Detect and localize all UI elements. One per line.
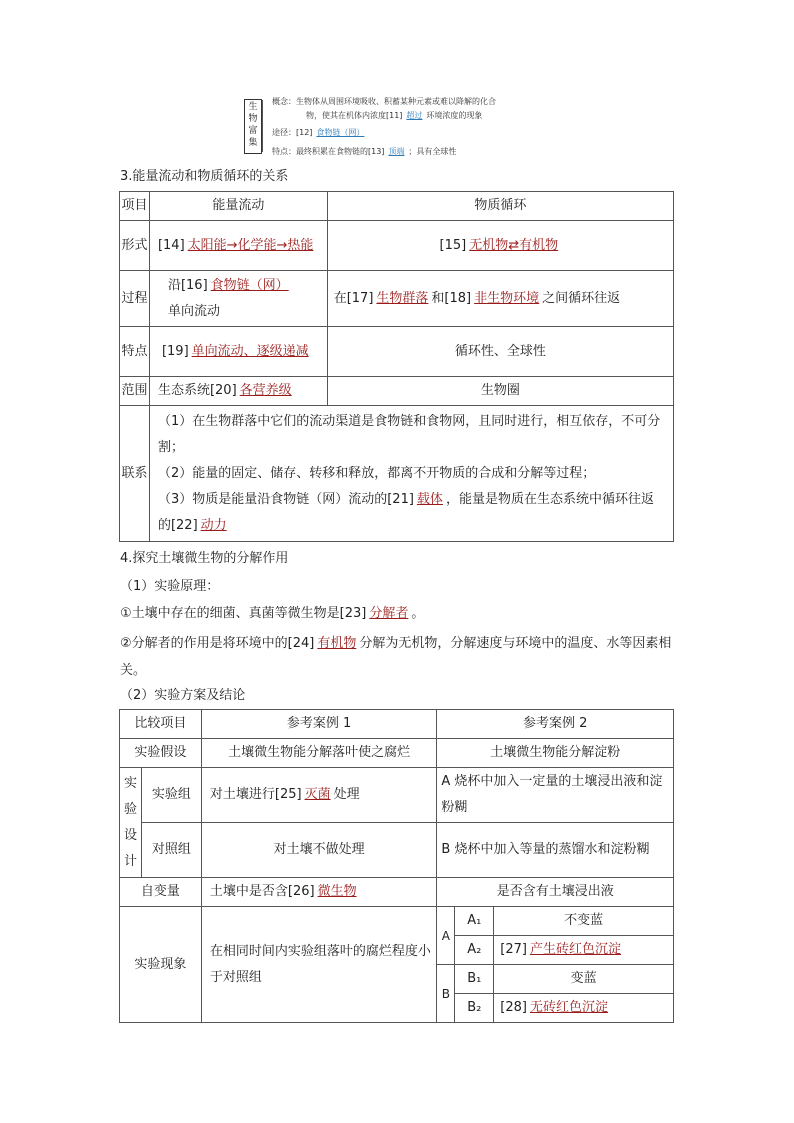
feature-line: 特点：最终积累在食物链的[13] 顶端 ；具有全球性 — [272, 147, 457, 156]
col-energy: 能量流动 — [149, 192, 327, 221]
link-content — [149, 406, 673, 542]
section4-heading: 4.探究土壤微生物的分解作用 — [120, 551, 289, 566]
design-label: 实验设计 — [120, 768, 142, 878]
b1-result: 变蓝 — [494, 965, 674, 994]
scope-energy: 生态系统[20] 各营养级 — [149, 377, 327, 406]
b2: B₂ — [455, 994, 494, 1023]
col-item: 项目 — [120, 192, 150, 221]
phenomenon-label: 实验现象 — [120, 907, 202, 1023]
process-energy: 沿[16] 食物链（网） 单向流动 — [149, 271, 327, 327]
hypothesis-1: 土壤微生物能分解落叶使之腐烂 — [201, 739, 437, 768]
link-2: （2）能量的固定、储存、转移和释放，都离不开物质的合成和分解等过程； — [157, 465, 596, 481]
concept-line-1: 概念：生物体从周围环境吸收、积蓄某种元素或难以降解的化合 — [272, 97, 496, 106]
principle-1: ①土壤中存在的细菌、真菌等微生物是[23] 分解者 。 — [120, 606, 425, 621]
ctrl-group-2: B 烧杯中加入等量的蒸馏水和淀粉糊 — [437, 823, 674, 878]
a2-result: [27] 产生砖红色沉淀 — [494, 936, 674, 965]
variable-2: 是否含有土壤浸出液 — [437, 878, 674, 907]
process-matter: 在[17] 生物群落 和[18] 非生物环境 之间循环往返 — [327, 271, 673, 327]
feature-matter: 循环性、全球性 — [327, 327, 673, 377]
link-3: （3）物质是能量沿食物链（网）流动的[21] 载体 ，能量是物质在生态系统中循环往返的[22] 动力 — [157, 491, 654, 533]
exp-group-label: 实验组 — [141, 768, 201, 823]
feature-energy: [19] 单向流动、逐级递减 — [149, 327, 327, 377]
hypothesis-label: 实验假设 — [120, 739, 202, 768]
ctrl-group-label: 对照组 — [141, 823, 201, 878]
a1: A₁ — [455, 907, 494, 936]
row-link: 联系 — [120, 406, 150, 542]
energy-matter-table — [119, 191, 674, 542]
path-line: 途径：[12] 食物链（网） — [272, 128, 365, 137]
variable-label: 自变量 — [120, 878, 202, 907]
scope-matter: 生物圈 — [327, 377, 673, 406]
hypothesis-2: 土壤微生物能分解淀粉 — [437, 739, 674, 768]
principle-title: （1）实验原理： — [120, 579, 220, 594]
row-process: 过程 — [120, 271, 150, 327]
exp-group-1: 对土壤进行[25] 灭菌 处理 — [201, 768, 437, 823]
section3-heading: 3.能量流动和物质循环的关系 — [120, 169, 289, 184]
beaker-a: A — [437, 907, 455, 965]
ctrl-group-1: 对土壤不做处理 — [201, 823, 437, 878]
form-matter: [15] 无机物⇄有机物 — [327, 221, 673, 271]
row-feature: 特点 — [120, 327, 150, 377]
a2: A₂ — [455, 936, 494, 965]
row-form: 形式 — [120, 221, 150, 271]
link-1: （1）在生物群落中它们的流动渠道是食物链和食物网，且同时进行，相互依存，不可分割； — [157, 413, 661, 455]
b1: B₁ — [455, 965, 494, 994]
compare-item: 比较项目 — [120, 710, 202, 739]
experiment-table — [119, 709, 674, 1023]
beaker-b: B — [437, 965, 455, 1023]
concept-line-2: 物，使其在机体内浓度[11] 超过 环境浓度的现象 — [306, 111, 483, 120]
principle-2: ②分解者的作用是将环境中的[24] 有机物 分解为无机物，分解速度与环境中的温度、水等因素相关。 — [120, 636, 672, 678]
exp-group-2: A 烧杯中加入一定量的土壤浸出液和淀粉糊 — [437, 768, 674, 823]
b2-result: [28] 无砖红色沉淀 — [494, 994, 674, 1023]
case-1: 参考案例 1 — [201, 710, 437, 739]
col-matter: 物质循环 — [327, 192, 673, 221]
brace — [262, 100, 271, 152]
plan-title: （2）实验方案及结论 — [120, 688, 246, 703]
variable-1: 土壤中是否含[26] 微生物 — [201, 878, 437, 907]
row-scope: 范围 — [120, 377, 150, 406]
bio-box-label: 生物富集 — [248, 102, 258, 148]
form-energy: [14] 太阳能→化学能→热能 — [149, 221, 327, 271]
phenomenon-1: 在相同时间内实验组落叶的腐烂程度小于对照组 — [201, 907, 437, 1023]
case-2: 参考案例 2 — [437, 710, 674, 739]
bio-enrichment-box — [244, 99, 262, 154]
a1-result: 不变蓝 — [494, 907, 674, 936]
